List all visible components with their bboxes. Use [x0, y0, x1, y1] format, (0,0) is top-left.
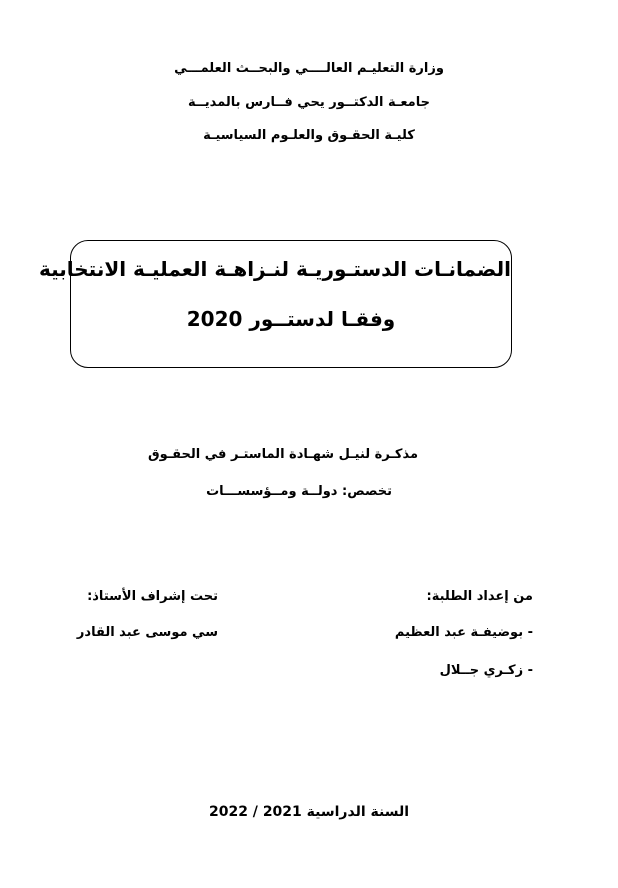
student-name-2: - زكـري جــلال [439, 663, 533, 678]
academic-year: السنة الدراسية 2021 / 2022 [208, 804, 410, 820]
specialization: تخصص: دولــة ومــؤسســـات [206, 484, 392, 499]
student-name-1: - بوضيفـة عبد العظيم [394, 625, 533, 640]
ministry-name: وزارة التعليـم العالــــي والبحــث العلمـــي [174, 61, 444, 76]
thesis-title-line-1: الضمانـات الدستـوريـة لنـزاهـة العمليـة الانتخابية [38, 257, 511, 281]
university-name: جامعـة الدكتــور يحي فــارس بالمديــة [188, 95, 430, 110]
supervisor-name: سي موسى عبد القادر [76, 625, 218, 640]
degree-statement: مذكـرة لنيـل شهـادة الماستـر في الحقـوق [147, 447, 418, 462]
faculty-name: كليـة الحقـوق والعلـوم السياسيـة [203, 128, 415, 143]
students-label: من إعداد الطلبة: [426, 589, 533, 604]
title-box [38, 240, 512, 368]
supervisor-label: تحت إشراف الأستاذ: [87, 589, 218, 604]
thesis-title-line-2: وفقـا لدستــور 2020 [186, 307, 396, 331]
